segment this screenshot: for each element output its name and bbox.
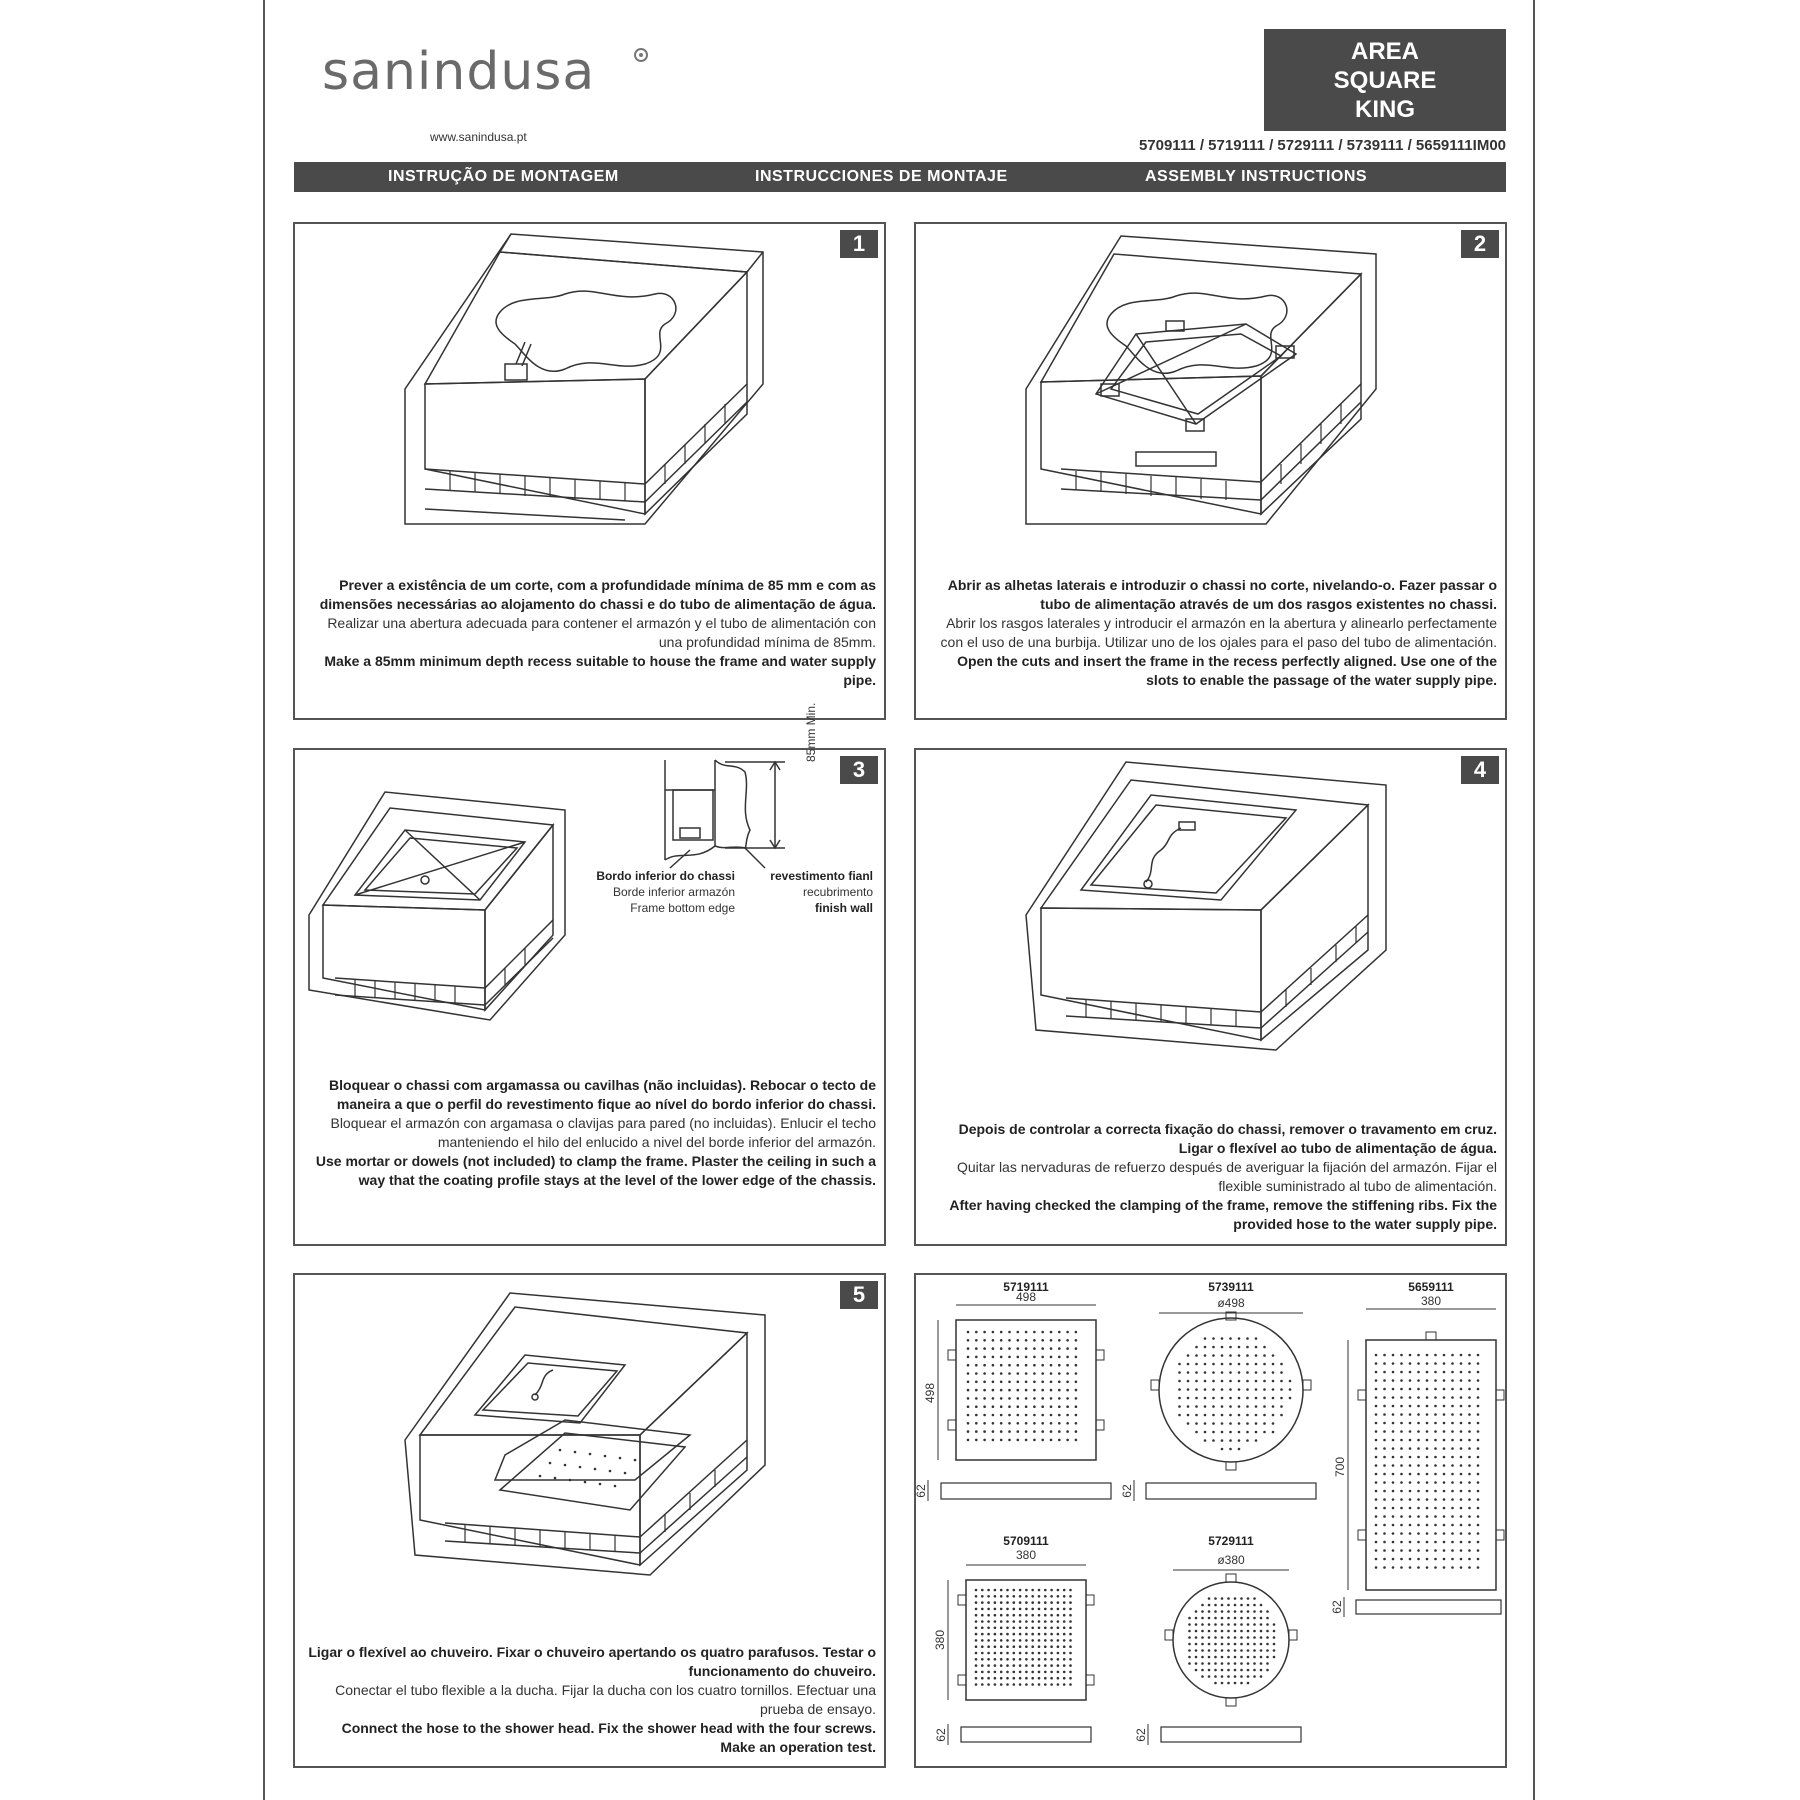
step-2-text-es: Abrir los rasgos laterales y introducir el armazón en la abertura y alinearlo perfectamente con el uso de una burbija. Utilizar uno de los ojales para el paso del tubo de alimentación. [940, 615, 1497, 650]
model-5659111-depth: 62 [1330, 1600, 1344, 1614]
step-3-finish-wall-label [705, 868, 873, 916]
step-1-text [303, 576, 876, 690]
model-5739111-diameter: ø498 [1217, 1296, 1245, 1310]
step-3-text-es: Bloquear el armazón con argamasa o clavijas para pared (no incluidas). Enlucir el techo manteniendo el hilo del enlucido a nivel del borde inferior del armazón. [330, 1115, 876, 1150]
model-5719111-code: 5719111 [1003, 1280, 1049, 1294]
model-5709111-width: 380 [1015, 1548, 1037, 1562]
product-title-line-3: KING [1355, 96, 1415, 123]
step-1-text-pt: Prever a existência de um corte, com a profundidade mínima de 85 mm e com as dimensões necessárias ao alojamento do chassi e do tubo de alimentação de água. [319, 577, 876, 612]
step-3-text-pt: Bloquear o chassi com argamassa ou cavilhas (não incluidas). Rebocar o tecto de maneira a que o perfil do revestimento fique ao nível do bordo inferior do chassi. [329, 1077, 876, 1112]
step-3-text-en: Use mortar or dowels (not included) to clamp the frame. Plaster the ceiling in such a way that the coating profile stays at the level of the lower edge of the chassis. [315, 1153, 876, 1188]
model-5709111-code: 5709111 [1003, 1534, 1049, 1548]
model-5729111-diameter: ø380 [1217, 1553, 1245, 1567]
finish-wall-label-es: recubrimento [802, 885, 873, 899]
step-2-text [924, 576, 1497, 690]
product-title-box [1264, 29, 1506, 131]
model-5659111-width: 380 [1420, 1294, 1442, 1308]
product-title-line-2: SQUARE [1333, 67, 1437, 94]
step-1-text-es: Realizar una abertura adecuada para contener el armazón y el tubo de alimentación con una profundidad mínima de 85mm. [327, 615, 876, 650]
step-4-panel [914, 748, 1507, 1246]
frame-edge-label-pt: Bordo inferior do chassi [596, 869, 735, 883]
step-4-illustration [916, 750, 1505, 1050]
step-4-text-es: Quitar las nervaduras de refuerzo después de averiguar la fijación del armazón. Fijar el flexible suministrado al tubo de alimentación. [956, 1159, 1497, 1194]
step-2-text-pt: Abrir as alhetas laterais e introduzir o chassi no corte, nivelando-o. Fazer passar o tubo de alimentação através de um dos rasgos existentes no chassi. [947, 577, 1497, 612]
section-band [294, 162, 1506, 192]
step-4-number: 4 [1461, 756, 1499, 784]
dimensions-drawing [916, 1275, 1505, 1766]
model-5719111-width: 498 [1015, 1290, 1037, 1304]
step-1-panel [293, 222, 886, 720]
model-5659111-height: 700 [1333, 1456, 1347, 1478]
band-title-pt: INSTRUÇÃO DE MONTAGEM [388, 168, 619, 185]
model-5709111-depth: 62 [934, 1728, 948, 1742]
step-3-depth-label: 85mm Min. [804, 702, 818, 762]
step-2-number: 2 [1461, 230, 1499, 258]
model-5739111-depth: 62 [1120, 1484, 1134, 1498]
model-5719111-height: 498 [923, 1382, 937, 1404]
step-4-text [924, 1120, 1497, 1234]
step-2-panel [914, 222, 1507, 720]
model-5729111-depth: 62 [1134, 1728, 1148, 1742]
step-5-number: 5 [840, 1281, 878, 1309]
step-1-text-en: Make a 85mm minimum depth recess suitable to house the frame and water supply pipe. [324, 653, 876, 688]
frame-edge-label-en: Frame bottom edge [630, 901, 735, 915]
model-5729111-code: 5729111 [1208, 1534, 1254, 1548]
dimensions-panel [914, 1273, 1507, 1768]
band-title-en: ASSEMBLY INSTRUCTIONS [1145, 168, 1368, 185]
model-5659111-code: 5659111 [1408, 1280, 1454, 1294]
model-5709111-height: 380 [933, 1629, 947, 1651]
frame-edge-label-es: Borde inferior armazón [612, 885, 735, 899]
step-1-illustration [295, 224, 884, 524]
brand-website: www.sanindusa.pt [430, 130, 527, 144]
step-3-number: 3 [840, 756, 878, 784]
brand-logo: sanindusa [322, 42, 596, 102]
model-5739111-code: 5739111 [1208, 1280, 1254, 1294]
step-3-panel [293, 702, 886, 1246]
step-4-text-pt: Depois de controlar a correcta fixação do chassi, remover o travamento em cruz. Ligar o flexível ao tubo de alimentação de água. [958, 1121, 1497, 1156]
step-3-text [303, 1076, 876, 1190]
brand-logo-mark-icon [634, 48, 648, 62]
finish-wall-label-en: finish wall [814, 901, 873, 915]
step-2-illustration [916, 224, 1505, 524]
model-5729111-plate [1173, 1582, 1289, 1698]
step-5-text-es: Conectar el tubo flexible a la ducha. Fijar la ducha con los cuatro tornillos. Efectuar una prueba de ensayo. [335, 1682, 876, 1717]
step-4-text-en: After having checked the clamping of the frame, remove the stiffening ribs. Fix the provided hose to the water supply pipe. [949, 1197, 1497, 1232]
band-title-es: INSTRUCCIONES DE MONTAJE [755, 168, 1008, 185]
step-2-text-en: Open the cuts and insert the frame in the recess perfectly aligned. Use one of the slots to enable the passage of the water supply pipe. [957, 653, 1497, 688]
finish-wall-label-pt: revestimento fianl [770, 869, 873, 883]
step-5-panel [293, 1273, 886, 1768]
model-5719111-depth: 62 [914, 1484, 928, 1498]
step-5-text-pt: Ligar o flexível ao chuveiro. Fixar o chuveiro apertando os quatro parafusos. Testar o funcionamento do chuveiro. [308, 1644, 876, 1679]
step-5-illustration [295, 1275, 884, 1575]
product-codes: 5709111 / 5719111 / 5729111 / 5739111 / 5659111IM00 [1138, 137, 1506, 154]
step-5-text-en: Connect the hose to the shower head. Fix the shower head with the four screws. Make an operation test. [341, 1720, 876, 1755]
step-1-number: 1 [840, 230, 878, 258]
step-5-text [303, 1643, 876, 1757]
product-title-line-1: AREA [1350, 38, 1419, 65]
